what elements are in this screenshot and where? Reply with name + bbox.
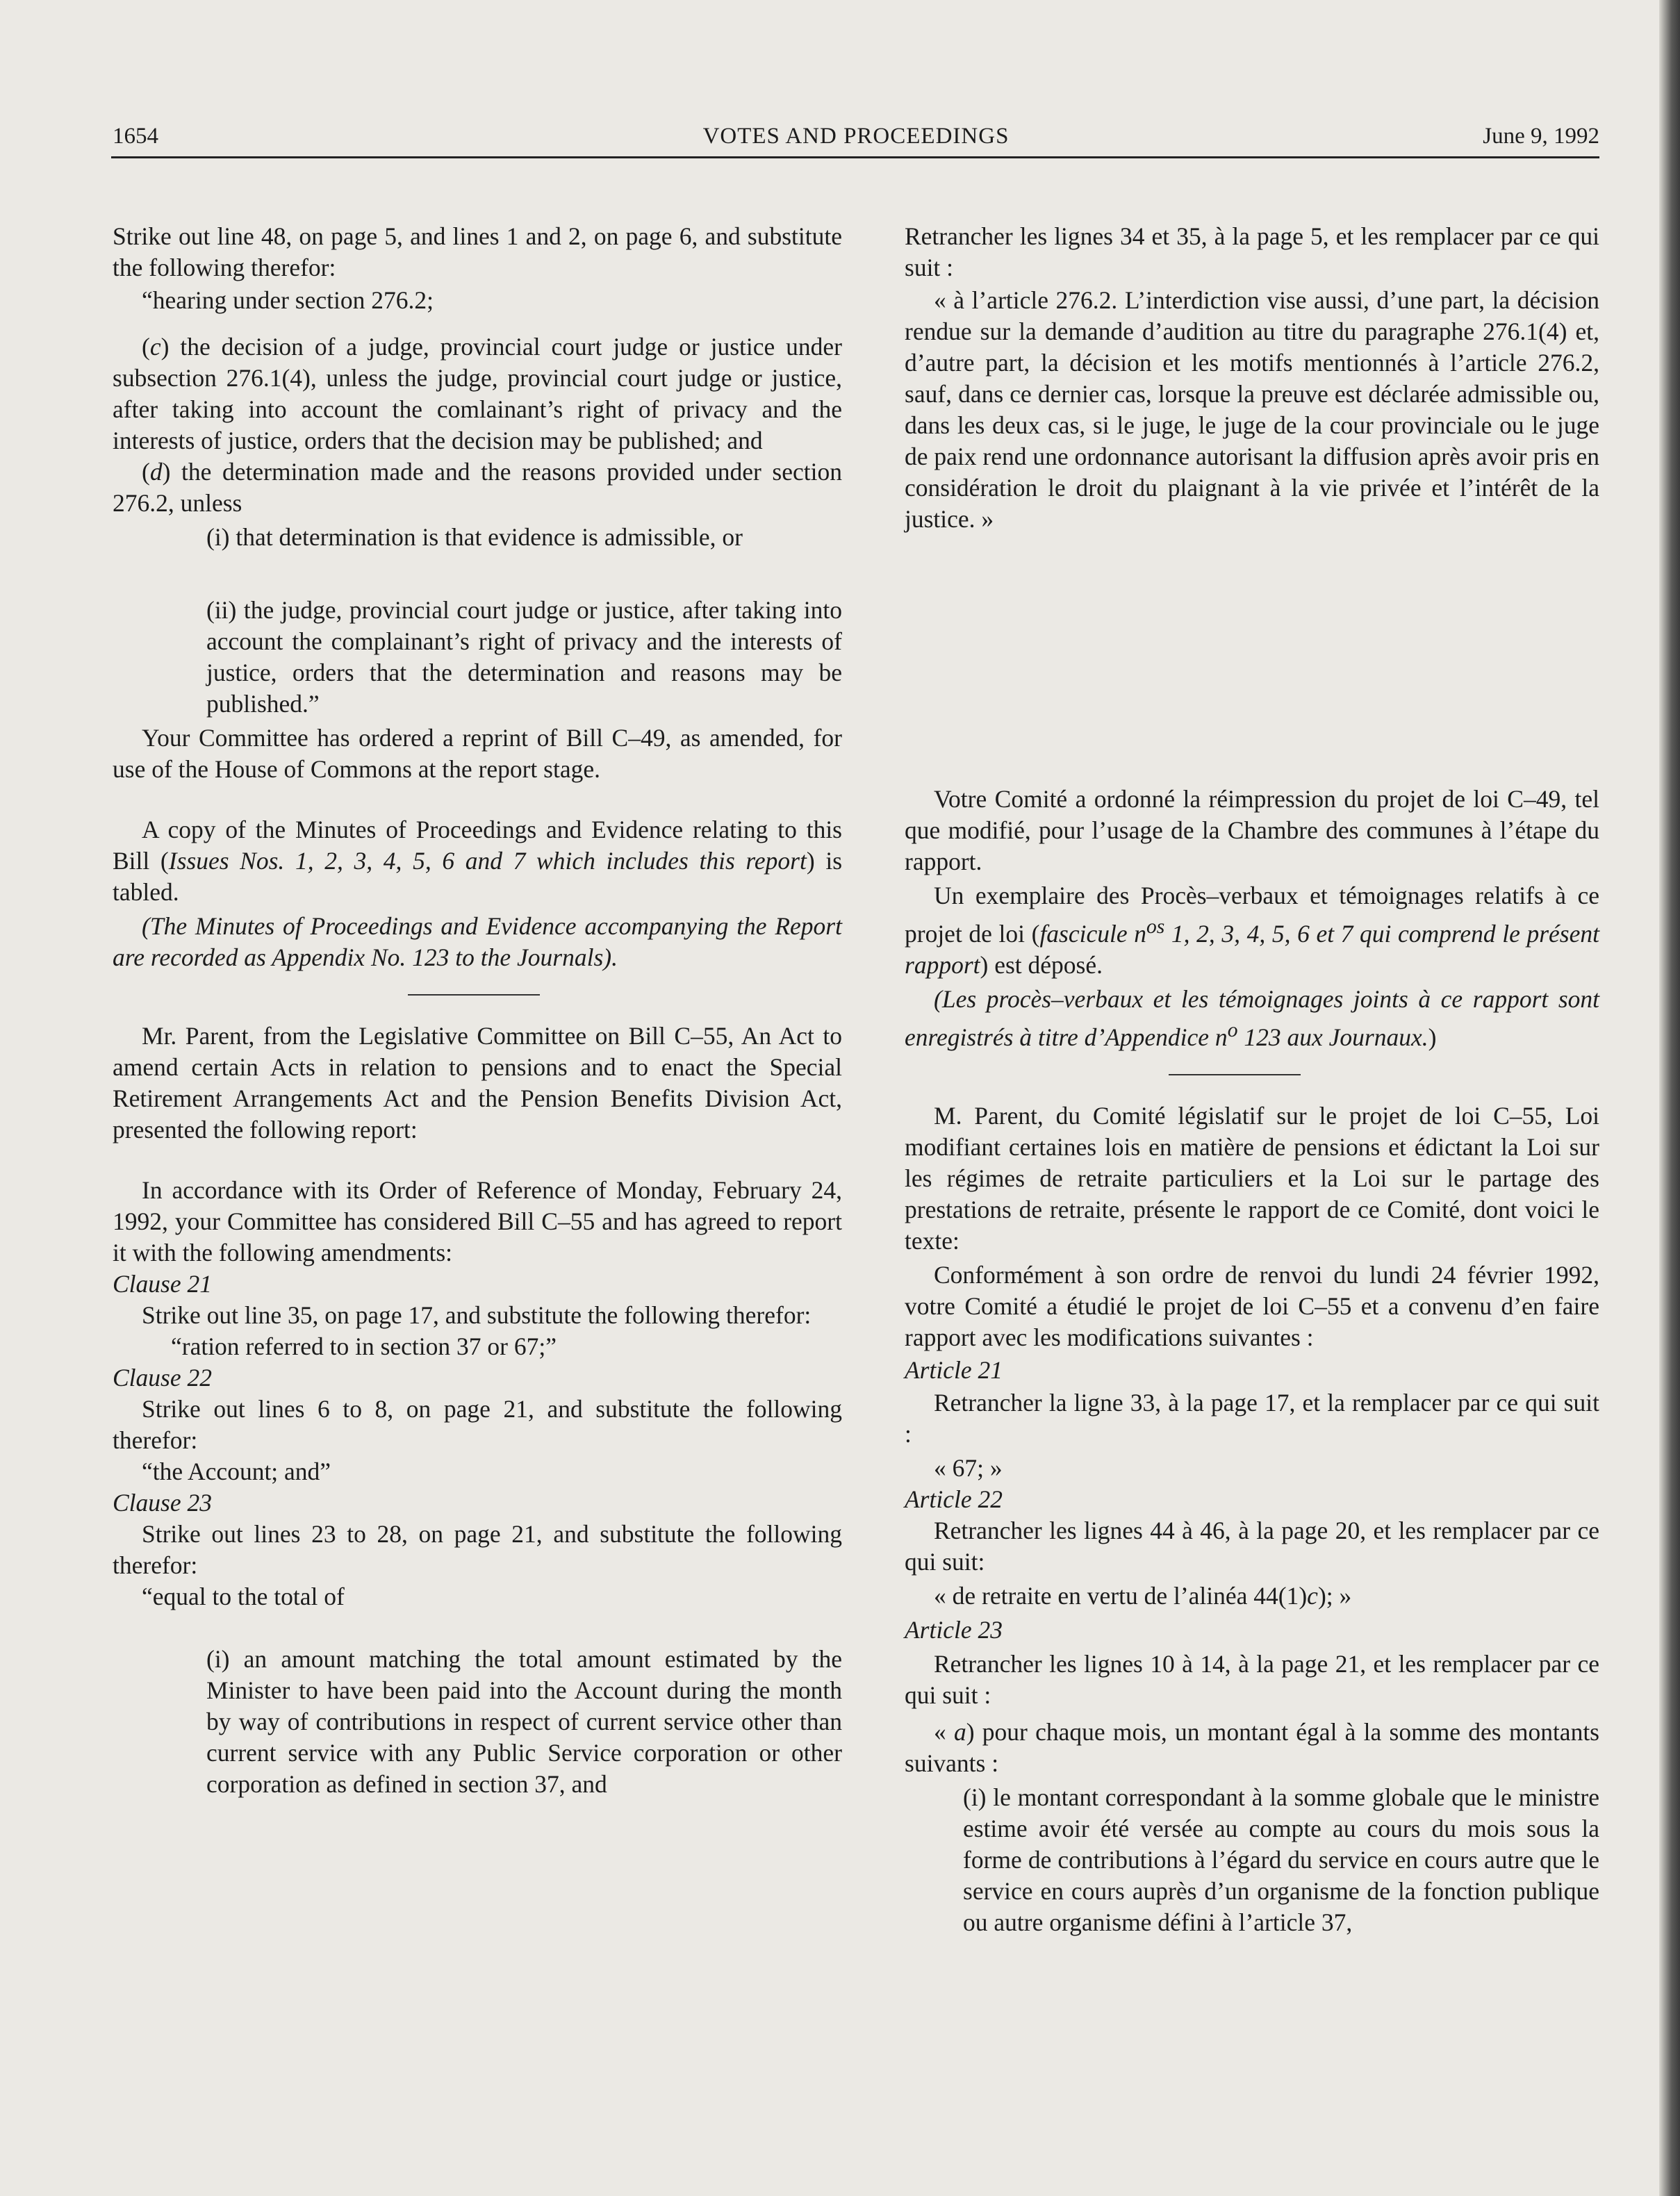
c49-para-c: (c) the decision of a judge, provincial court judge or justice under subsection 276.1(4), unless the judge, provincial court judge or justice, after taking into account the comlainant’s right of privacy and the interests of justice, orders that the decision may be published; and — [113, 333, 842, 454]
article-22-text: Retrancher les lignes 44 à 46, à la page 20, et les remplacer par ce qui suit: — [905, 1516, 1599, 1576]
c49-reprint: Your Committee has ordered a reprint of Bill C–49, as amended, for use of the House of Commons at the report stage. — [113, 724, 842, 783]
c55-accordance-fr: Conformément à son ordre de renvoi du lundi 24 février 1992, votre Comité a étudié le projet de loi C–55 et a convenu d’en faire rapport avec les modifications suivantes : — [905, 1260, 1599, 1351]
c49-reprint-fr: Votre Comité a ordonné la réimpression du projet de loi C–49, tel que modifié, pour l’usage de la Chambre des communes à l’étape du rapport. — [905, 785, 1599, 875]
clause-21-text: Strike out line 35, on page 17, and substitute the following therefor: — [142, 1301, 812, 1329]
article-23-quote: « a) pour chaque mois, un montant égal à la somme des montants suivants : — [905, 1717, 1599, 1777]
clause-23-quote: “equal to the total of — [142, 1583, 345, 1610]
running-header — [113, 124, 1599, 158]
clause-23-heading: Clause 23 — [113, 1489, 212, 1517]
article-21-heading: Article 21 — [905, 1355, 1003, 1384]
c49-para-d: (d) the determination made and the reasons provided under section 276.2, unless — [113, 458, 842, 517]
article-23-heading: Article 23 — [905, 1615, 1003, 1644]
c49-quote-start: “hearing under section 276.2; — [142, 286, 434, 314]
c49-quote-fr: « à l’article 276.2. L’interdiction vise aussi, d’une part, la décision rendue sur la demande d’audition au titre du paragraphe 276.1(4) et, d’autre part, la décision et les motifs mentionnés à l’article 276.2, sauf, dans ce dernier cas, lorsque la preuve est déclarée admissible ou, dans les deux cas, si le juge, le juge de la cour provinciale ou le juge de paix rend une ordonnance autorisant la diffusion après avoir pris en considération le droit du plaignant à la vie privée et l’intérêt de la justice. » — [905, 286, 1599, 533]
c55-accordance: In accordance with its Order of Reference of Monday, February 24, 1992, your Committee has considered Bill C–55 and has agreed to report it with the following amendments: — [113, 1176, 842, 1266]
clause-23-sub-i: (i) an amount matching the total amount estimated by the Minister to have been paid into the Account during the month by way of contributions in respect of current service other than current service with any Public Service corporation or other corporation as defined in section 37, and — [206, 1645, 842, 1798]
c55-parent: Mr. Parent, from the Legislative Committee on Bill C–55, An Act to amend certain Acts in relation to pensions and to enact the Special Retirement Arrangements Act and the Pension Benefits Division Act, presented the following report: — [113, 1022, 842, 1144]
article-22-heading: Article 22 — [905, 1485, 1003, 1513]
english-column — [113, 221, 842, 1800]
clause-22-text: Strike out lines 6 to 8, on page 21, and substitute the following therefor: — [113, 1395, 842, 1454]
article-23-sub-i: (i) le montant correspondant à la somme globale que le ministre estime avoir été versée au compte au cours du mois sous la forme de contributions à l’égard du service en cours autre que le service en cours auprès d’un organisme de la fonction publique ou autre organisme défini à l’article 37, — [963, 1783, 1599, 1936]
header-rule — [111, 156, 1599, 158]
article-21-text: Retrancher la ligne 33, à la page 17, et la remplacer par ce qui suit : — [905, 1388, 1599, 1448]
c49-minutes-fr: (Les procès–verbaux et les témoignages joints à ce rapport sont enregistrés à titre d’Appendice $n^o$ 123 aux Journaux.) — [905, 984, 1599, 1051]
header-title: VOTES AND PROCEEDINGS — [702, 124, 1010, 149]
c49-intro-fr: Retrancher les lignes 34 et 35, à la page 5, et les remplacer par ce qui suit : — [905, 222, 1599, 281]
c49-sub-i: (i) that determination is that evidence is admissible, or — [206, 523, 743, 551]
article-23-text: Retrancher les lignes 10 à 14, à la page 21, et les remplacer par ce qui suit : — [905, 1649, 1599, 1709]
clause-22-quote: “the Account; and” — [142, 1458, 331, 1485]
section-separator — [408, 994, 540, 996]
c49-copy-fr: Un exemplaire des Procès–verbaux et témoignages relatifs à ce projet de loi (fascicule $n^{os}$ 1, 2, 3, 4, 5, 6 et 7 qui comprend le présent rapport) est déposé. — [905, 882, 1599, 979]
page-edge-shadow — [1659, 0, 1680, 2196]
c49-copy: A copy of the Minutes of Proceedings and Evidence relating to this Bill (Issues Nos. 1, 2, 3, 4, 5, 6 and 7 which includes this report) is tabled. — [113, 816, 843, 906]
article-22-quote: « de retraite en vertu de l’alinéa 44(1)c); » — [934, 1581, 1352, 1610]
c49-sub-ii: (ii) the judge, provincial court judge or justice, after taking into account the complainant’s right of privacy and the interests of justice, orders that the determination and reasons may be published.” — [206, 596, 842, 718]
french-column — [905, 221, 1599, 1938]
clause-21-heading: Clause 21 — [113, 1270, 212, 1298]
c55-parent-fr: M. Parent, du Comité législatif sur le projet de loi C–55, Loi modifiant certaines lois en matière de pensions et édictant la Loi sur les régimes de retraite particuliers et la Loi sur le partage des prestations de retraite, présente le rapport de ce Comité, dont voici le texte: — [905, 1101, 1599, 1255]
clause-23-text: Strike out lines 23 to 28, on page 21, and substitute the following therefor: — [113, 1520, 842, 1579]
header-date: June 9, 1992 — [1483, 124, 1599, 149]
clause-21-quote: “ration referred to in section 37 or 67;” — [171, 1332, 557, 1360]
section-separator-fr — [1169, 1074, 1301, 1075]
article-21-quote: « 67; » — [934, 1453, 1003, 1482]
c49-intro: Strike out line 48, on page 5, and lines 1 and 2, on page 6, and substitute the following therefor: — [113, 222, 842, 281]
clause-22-heading: Clause 22 — [113, 1364, 212, 1392]
c49-minutes-note: (The Minutes of Proceedings and Evidence accompanying the Report are recorded as Appendix No. 123 to the Journals). — [113, 912, 842, 971]
page-number: 1654 — [113, 124, 158, 149]
